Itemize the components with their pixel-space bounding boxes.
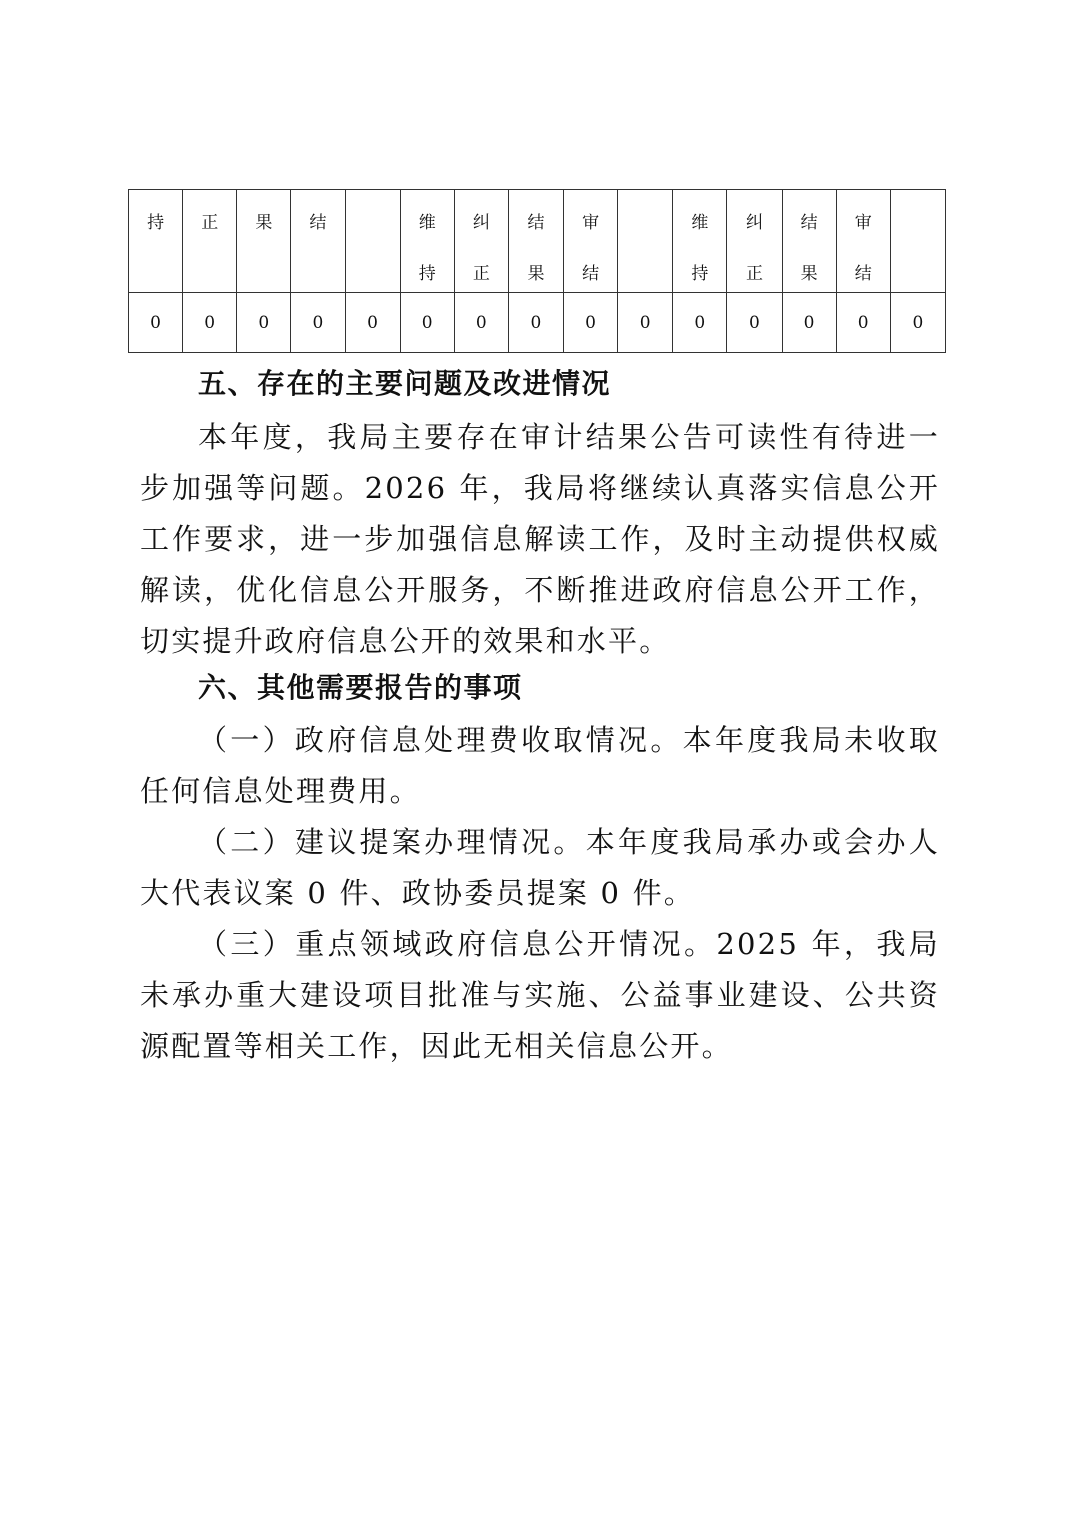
table-header-char: 果: [800, 264, 818, 284]
table-value-cell: 0: [454, 293, 508, 353]
table-value-cell: 0: [400, 293, 454, 353]
table-value-cell: 0: [508, 293, 563, 353]
table-value-cell: 0: [836, 293, 890, 353]
table-header-char: 审: [582, 213, 600, 233]
table-header-cell: [564, 190, 618, 293]
section-five-body: [140, 412, 940, 667]
table-header-cell: [400, 190, 454, 293]
section-five-paragraph: 本年度，我局主要存在审计结果公告可读性有待进一步加强等问题。2026 年，我局将继续认真落实信息公开工作要求，进一步加强信息解读工作，及时主动提供权威解读，优化信息公开服务，不断推进政府信息公开工作，切实提升政府信息公开的效果和水平。: [140, 420, 940, 658]
table-header-cell: [291, 190, 345, 293]
table-value-cell: 0: [673, 293, 727, 353]
table-header-char: 结: [582, 264, 600, 284]
table-header-char: 维: [691, 213, 709, 233]
table-header-char: 正: [201, 213, 219, 233]
table-header-char: 正: [472, 264, 490, 284]
table-header-char: 果: [527, 264, 545, 284]
table-header-char: 审: [854, 213, 872, 233]
table-header-char: 持: [418, 264, 436, 284]
table-header-char: 结: [527, 213, 545, 233]
table-value-row: [129, 293, 946, 353]
table-value-cell: 0: [727, 293, 782, 353]
table-header-cell: [673, 190, 727, 293]
table-header-char: 纠: [745, 213, 763, 233]
table-value-cell: 0: [345, 293, 400, 353]
table-header-char: 维: [418, 213, 436, 233]
table-header-cell: [129, 190, 183, 293]
table-value-cell: 0: [890, 293, 945, 353]
table-value-cell: 0: [237, 293, 291, 353]
section-five-heading: 五、存在的主要问题及改进情况: [198, 367, 612, 400]
table-value-cell: 0: [618, 293, 673, 353]
table-value-cell: 0: [183, 293, 237, 353]
table-header-cell: [782, 190, 836, 293]
table-header-char: 正: [745, 264, 763, 284]
table-header-cell: [237, 190, 291, 293]
table-header-cell: [183, 190, 237, 293]
table-header-cell: [508, 190, 563, 293]
table-header-char: 结: [309, 213, 327, 233]
table-value-cell: 0: [129, 293, 183, 353]
section-six-item-two: （二）建议提案办理情况。本年度我局承办或会办人大代表议案 0 件、政协委员提案 0 件。: [140, 825, 940, 910]
table-header-char: 果: [255, 213, 273, 233]
table-header-cell: [454, 190, 508, 293]
section-six-item-one: （一）政府信息处理费收取情况。本年度我局未收取任何信息处理费用。: [140, 723, 940, 808]
table-value-cell: 0: [782, 293, 836, 353]
table-header-cell: [345, 190, 400, 293]
table-value-cell: 0: [564, 293, 618, 353]
statistics-table: [128, 189, 946, 353]
table-header-cell: [890, 190, 945, 293]
table-header-char: 结: [800, 213, 818, 233]
table-value-cell: 0: [291, 293, 345, 353]
table-header-char: 持: [691, 264, 709, 284]
table-header-char: 结: [854, 264, 872, 284]
section-six-item-three: （三）重点领域政府信息公开情况。2025 年，我局未承办重大建设项目批准与实施、公益事业建设、公共资源配置等相关工作，因此无相关信息公开。: [140, 927, 940, 1063]
section-six-heading: 六、其他需要报告的事项: [198, 671, 523, 704]
table-header-cell: [618, 190, 673, 293]
table-header-char: 持: [147, 213, 165, 233]
table-header-cell: [727, 190, 782, 293]
table-header-cell: [836, 190, 890, 293]
table-header-row: [129, 190, 946, 293]
table-header-char: 纠: [472, 213, 490, 233]
section-six-body: [140, 715, 940, 1072]
